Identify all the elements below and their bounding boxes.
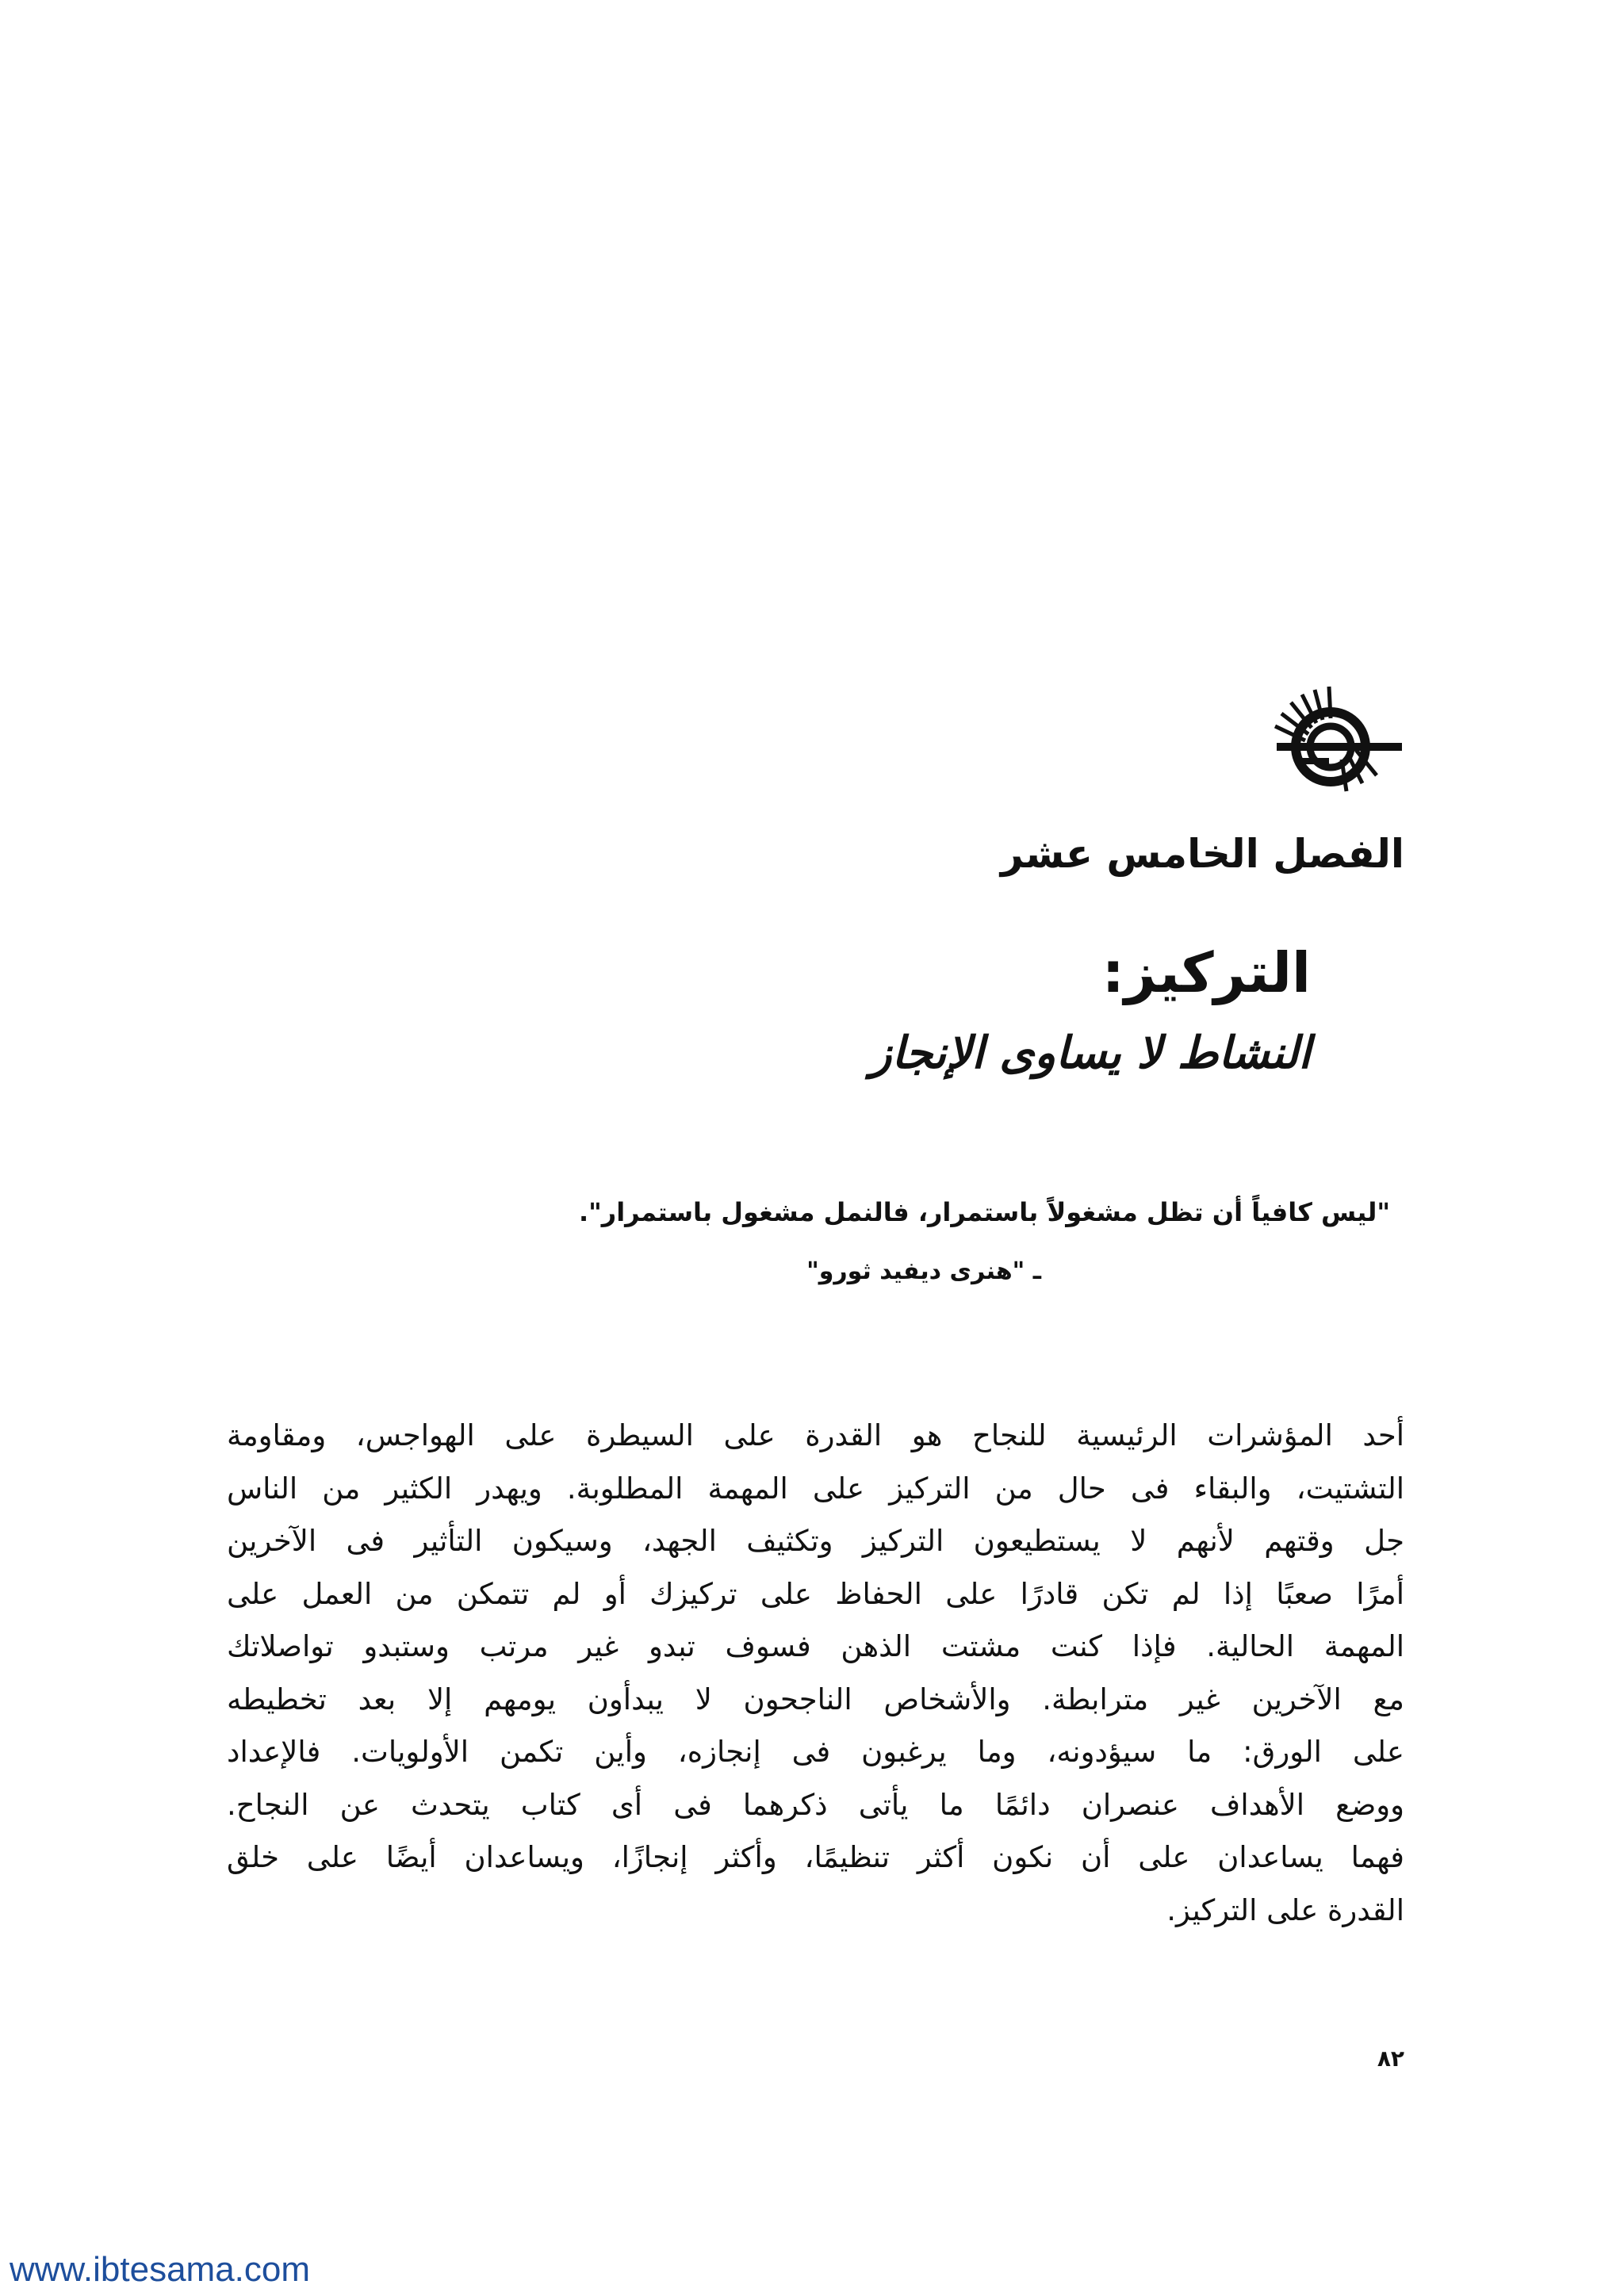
body-line: المهمة الحالية. فإذا كنت مشتت الذهن فسوف تبدو غير مرتب وستبدو تواصلاتك xyxy=(227,1629,1404,1663)
body-line: أحد المؤشرات الرئيسية للنجاح هو القدرة على السيطرة على الهواجس، ومقاومة xyxy=(227,1418,1404,1452)
epigraph-quote: "ليس كافياً أن تظل مشغولاً باستمرار، فالنمل مشغول باستمرار". xyxy=(578,1197,1390,1227)
body-line: فهما يساعدان على أن نكون أكثر تنظيمًا، وأكثر إنجازًا، ويساعدان أيضًا على خلق xyxy=(227,1840,1404,1874)
body-line: التشتيت، والبقاء فى حال من التركيز على المهمة المطلوبة. ويهدر الكثير من الناس xyxy=(227,1471,1404,1506)
body-line: أمرًا صعبًا إذا لم تكن قادرًا على الحفاظ على تركيزك أو لم تتمكن من العمل على xyxy=(227,1576,1404,1611)
chapter-label: الفصل الخامس عشر xyxy=(1000,831,1404,877)
body-line: جل وقتهم لأنهم لا يستطيعون التركيز وتكثيف الجهد، وسيكون التأثير فى الآخرين xyxy=(227,1524,1404,1558)
body-line: مع الآخرين غير مترابطة. والأشخاص الناجحون لا يبدأون يومهم إلا بعد تخطيطه xyxy=(227,1682,1404,1716)
chapter-subtitle: النشاط لا يساوى الإنجاز xyxy=(870,1027,1311,1079)
chapter-title: التركيز: xyxy=(1101,940,1311,1005)
chapter-emblem-icon xyxy=(1253,682,1411,801)
body-line: على الورق: ما سيؤدونه، وما يرغبون فى إنجازه، وأين تكمن الأولويات. فالإعداد xyxy=(227,1735,1404,1769)
site-watermark: www.ibtesama.com xyxy=(10,2250,311,2289)
body-line: القدرة على التركيز. xyxy=(1166,1892,1404,1927)
epigraph-author: ـ "هنرى ديفيد ثورو" xyxy=(806,1257,1041,1285)
body-paragraph xyxy=(227,1410,1404,1937)
page-number: ٨٢ xyxy=(1377,2045,1404,2072)
body-line: ووضع الأهداف عنصران دائمًا ما يأتى ذكرهما فى أى كتاب يتحدث عن النجاح. xyxy=(227,1787,1404,1822)
